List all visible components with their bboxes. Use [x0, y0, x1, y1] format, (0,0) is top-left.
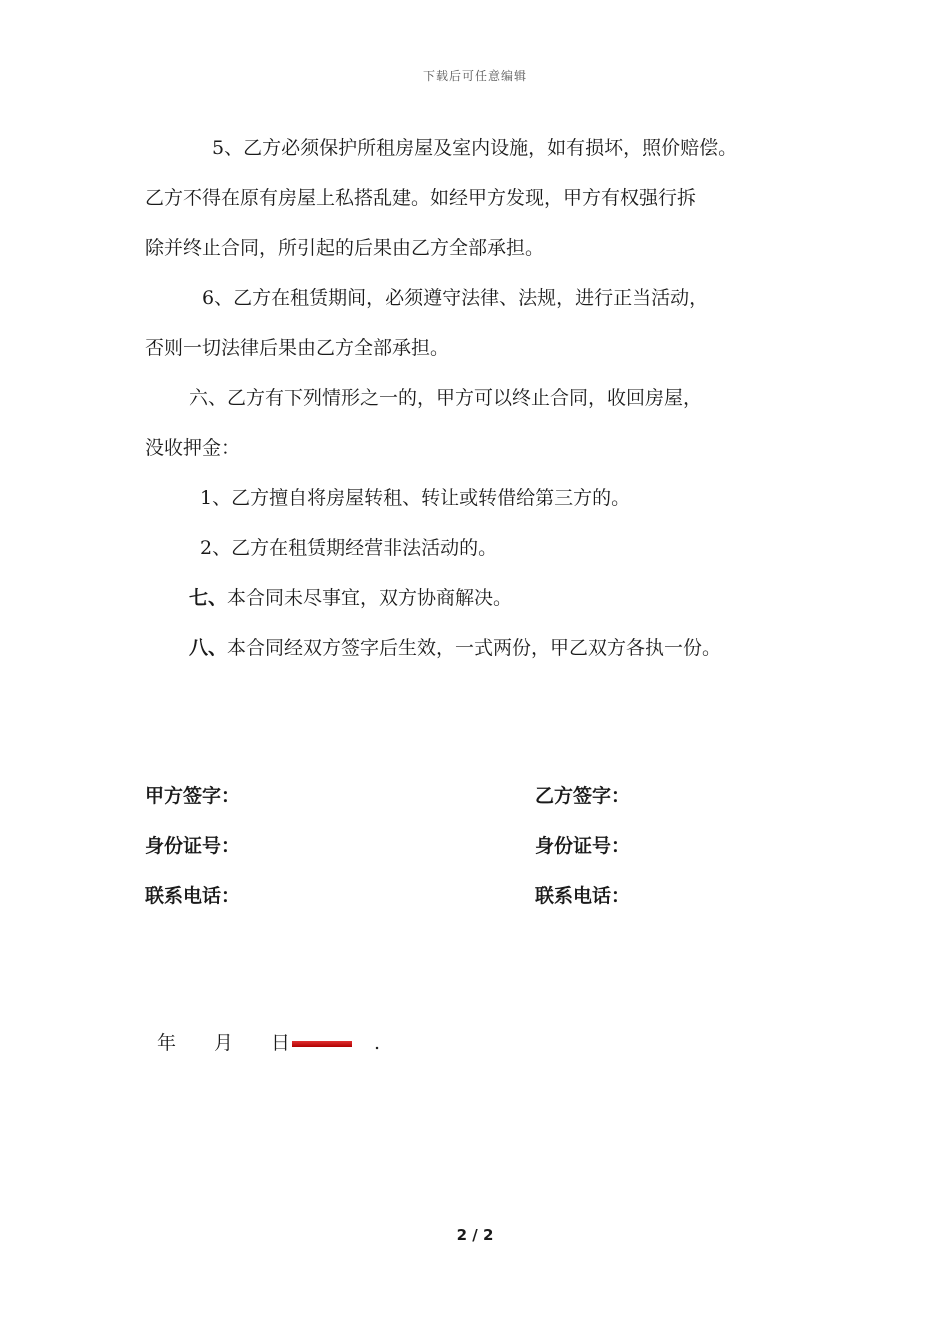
- date-end: .: [374, 1032, 381, 1054]
- date-month: 月: [214, 1032, 234, 1054]
- section-6-line-1: 六、乙方有下列情形之一的，甲方可以终止合同，收回房屋，: [189, 387, 703, 409]
- section-6-item-1: 1、乙方擅自将房屋转租、转让或转借给第三方的。: [200, 487, 631, 509]
- red-mark: [292, 1041, 352, 1047]
- section-6-item-2: 2、乙方在租赁期经营非法活动的。: [200, 537, 498, 559]
- clause-5-line-2: 乙方不得在原有房屋上私搭乱建。如经甲方发现，甲方有权强行拆: [145, 187, 697, 209]
- page-number: 2 / 2: [456, 1226, 494, 1244]
- section-7-text: 本合同未尽事宜，双方协商解决。: [227, 587, 513, 609]
- clause-5-line-3: 除并终止合同，所引起的后果由乙方全部承担。: [145, 237, 545, 259]
- date-line: [157, 1028, 380, 1058]
- party-a-id-label: 身份证号：: [145, 835, 241, 857]
- section-7: [189, 573, 869, 623]
- party-a-sign-label: 甲方签字：: [145, 785, 241, 807]
- clause-6-line-1: 6、乙方在租赁期间，必须遵守法律、法规，进行正当活动，: [202, 287, 709, 309]
- section-8-text: 本合同经双方签字后生效，一式两份，甲乙双方各执一份。: [227, 637, 722, 659]
- clause-5-line-1: 5、乙方必须保护所租房屋及室内设施，如有损坏，照价赔偿。: [212, 137, 738, 159]
- party-b-id-label: 身份证号：: [535, 835, 631, 857]
- clause-6-line-2: 否则一切法律后果由乙方全部承担。: [145, 337, 450, 359]
- header-note: 下载后可任意编辑: [422, 69, 527, 83]
- party-a-phone-label: 联系电话：: [145, 885, 241, 907]
- section-7-number: 七、: [189, 587, 228, 609]
- section-8-number: 八、: [189, 637, 228, 659]
- party-b-phone-label: 联系电话：: [535, 885, 631, 907]
- section-6-line-2: 没收押金：: [145, 437, 241, 459]
- date-year: 年: [157, 1032, 177, 1054]
- date-day: 日: [271, 1032, 291, 1054]
- party-b-sign-label: 乙方签字：: [535, 785, 631, 807]
- section-8: [189, 623, 869, 673]
